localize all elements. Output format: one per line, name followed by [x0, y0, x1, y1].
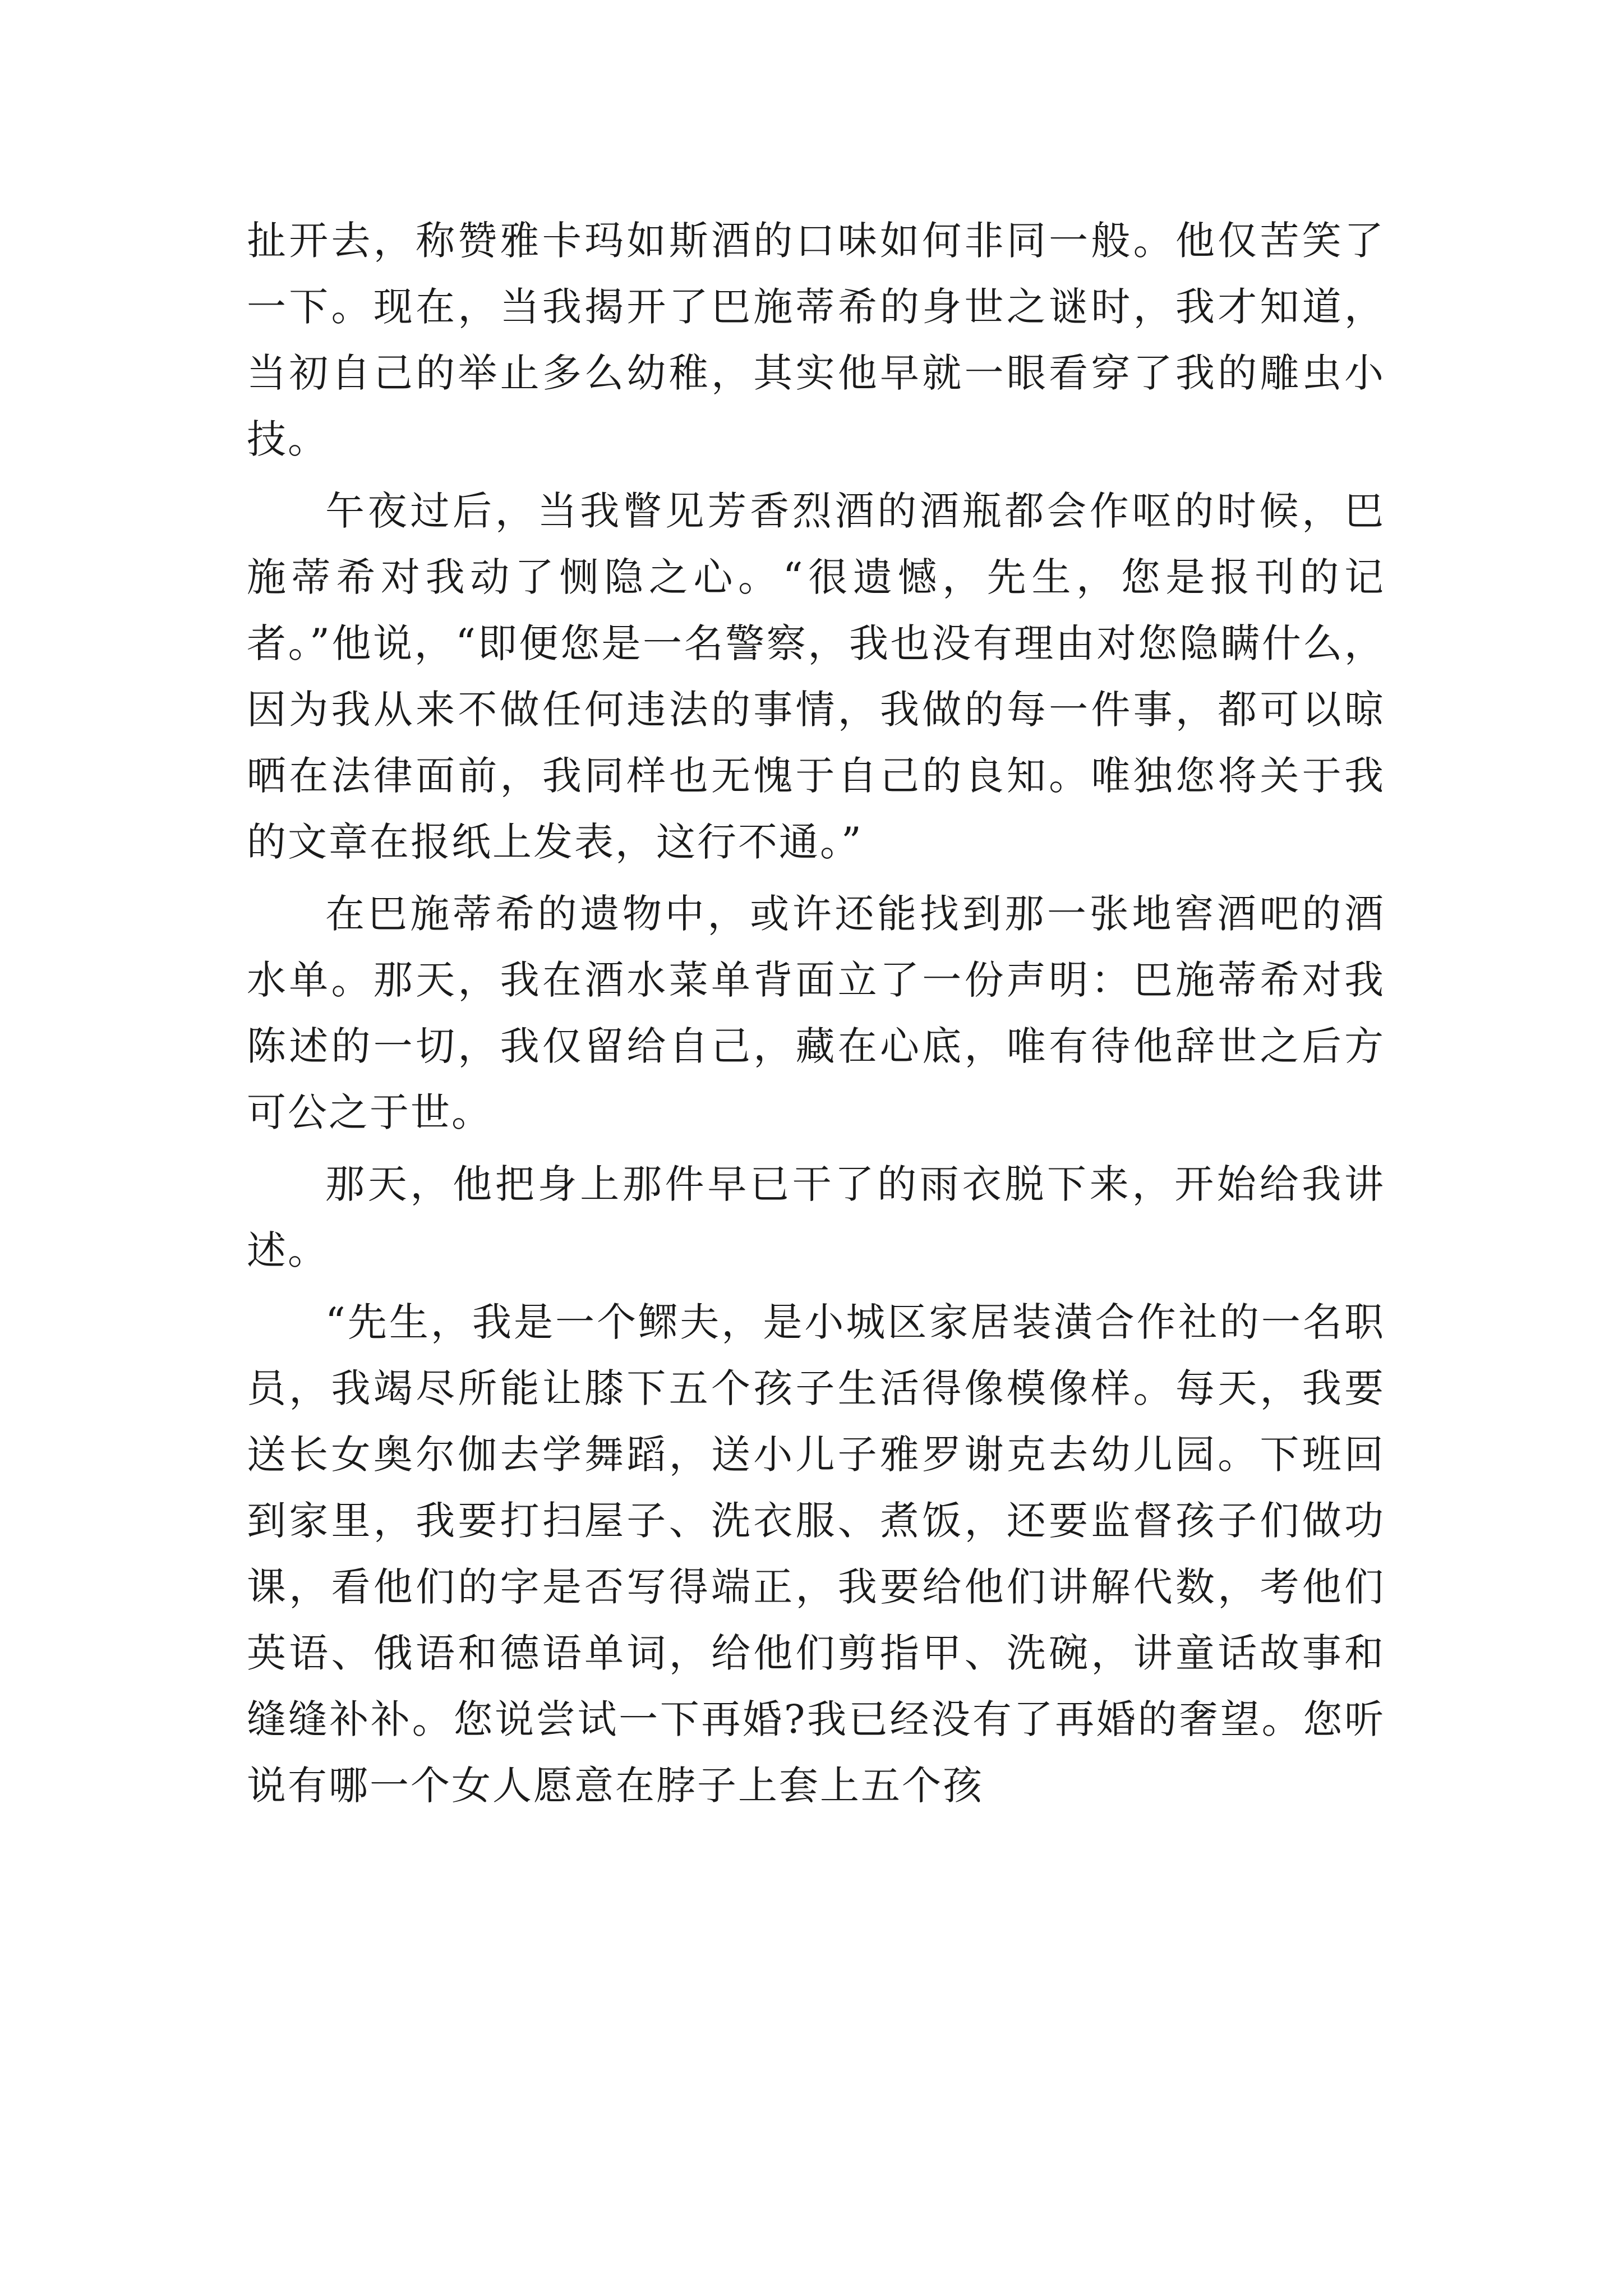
paragraph-1: 扯开去，称赞雅卡玛如斯酒的口味如何非同一般。他仅苦笑了一下。现在，当我揭开了巴施蒂希的身世之谜时，我才知道，当初自己的举止多么幼稚，其实他早就一眼看穿了我的雕虫小技。 [247, 218, 1385, 462]
paragraph-4: 那天，他把身上那件早已干了的雨衣脱下来，开始给我讲述。 [247, 1161, 1385, 1273]
paragraph-5: “先生，我是一个鳏夫，是小城区家居装潢合作社的一名职员，我竭尽所能让膝下五个孩子生活得像模像样。每天，我要送长女奥尔伽去学舞蹈，送小儿子雅罗谢克去幼儿园。下班回到家里，我要打扫屋子、洗衣服、煮饭，还要监督孩子们做功课，看他们的字是否写得端正，我要给他们讲解代数，考他们英语、俄语和德语单词，给他们剪指甲、洗碗，讲童话故事和缝缝补补。您说尝试一下再婚?我已经没有了再婚的奢望。您听说有哪一个女人愿意在脖子上套上五个孩 [247, 1299, 1385, 1809]
body-text [247, 208, 1385, 1824]
paragraph-3: 在巴施蒂希的遗物中，或许还能找到那一张地窖酒吧的酒水单。那天，我在酒水菜单背面立了一份声明：巴施蒂希对我陈述的一切，我仅留给自己，藏在心底，唯有待他辞世之后方可公之于世。 [247, 891, 1385, 1135]
paragraph-2: 午夜过后，当我瞥见芳香烈酒的酒瓶都会作呕的时候，巴施蒂希对我动了恻隐之心。“很遗憾，先生，您是报刊的记者。”他说，“即便您是一名警察，我也没有理由对您隐瞒什么，因为我从来不做任何违法的事情，我做的每一件事，都可以晾晒在法律面前，我同样也无愧于自己的良知。唯独您将关于我的文章在报纸上发表，这行不通。” [247, 488, 1385, 865]
